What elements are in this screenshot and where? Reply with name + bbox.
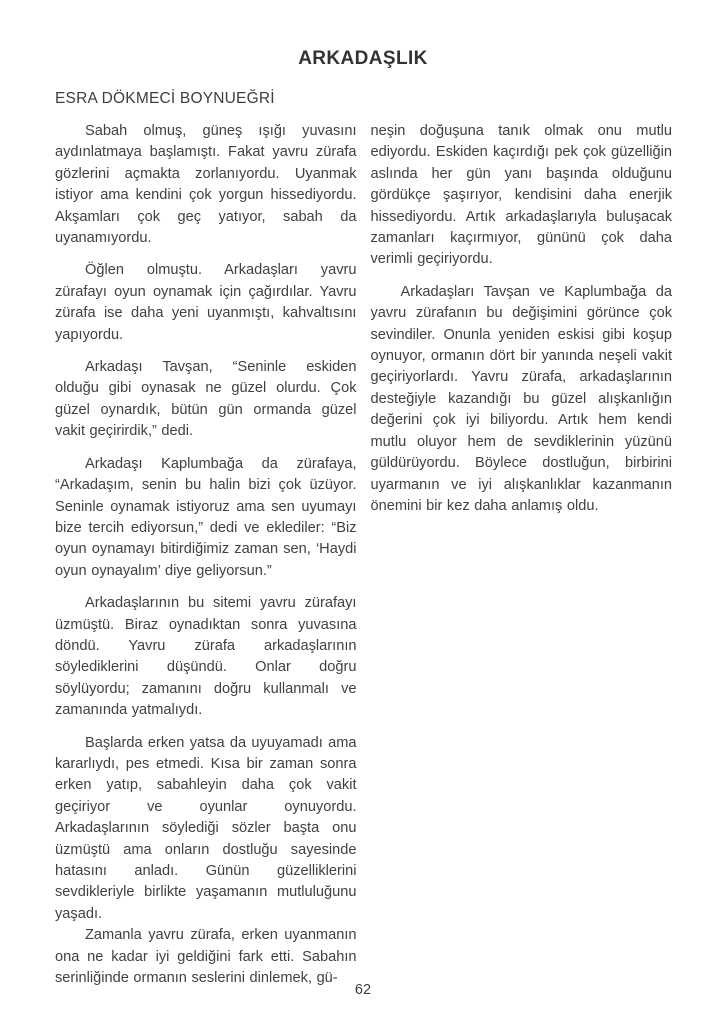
page-title: ARKADAŞLIK	[298, 48, 428, 69]
paragraph-continuation: neşin doğuşuna tanık olmak onu mutlu ediyordu. Eskiden kaçırdığı pek çok güzelliğin aslında her gün yanı başında olduğunu gördükçe şaşırıyor, kendisini daha enerjik hissediyordu. Artık arkadaşlarıyla buluşacak zamanları kaçırmıyor, gününü çok daha verimli geçiriyordu.	[370, 123, 672, 268]
paragraph: Arkadaşı Tavşan, “Seninle eskiden olduğu gibi oynasak ne güzel olurdu. Çok güzel oynardık, bütün gün ormanda güzel vakit geçirirdik,” dedi.	[55, 359, 357, 440]
paragraph: Arkadaşı Kaplumbağa da zürafaya, “Arkadaşım, senin bu halin bizi çok üzüyor. Seninle oynamak istiyoruz ama sen uyumayı bize tercih ediyorsun,” dedi ve eklediler: “Biz oyun oynamayı bitirdiğimiz zaman sen, ‘Haydi oyun oynayalım’ diye geliyorsun.”	[55, 455, 357, 579]
author-name: ESRA DÖKMECİ BOYNUEĞRİ	[55, 90, 275, 107]
paragraph: Arkadaşları Tavşan ve Kaplumbağa da yavru zürafanın bu değişimini görünce çok sevindiler. Onunla yeniden eskisi gibi koşup oynuyor, ormanın dört bir yanında neşeli vakit geçiriyorlardı. Yavru zürafa, arkadaşlarının desteğiyle kazandığı bu güzel alışkanlığın değerini çok iyi biliyordu. Artık hem kendi mutlu oluyor hem de sevdiklerinin yüzünü güldürüyordu. Böylece dostluğun, birbirini uyarmanın ve iyi alışkanlıklar kazanmanın önemini bir kez daha anlamış oldu.	[370, 283, 672, 514]
paragraph: Öğlen olmuştu. Arkadaşları yavru zürafayı oyun oynamak için çağırdılar. Yavru zürafa ise daha yeni uyanmıştı, kahvaltısını yapıyordu.	[55, 262, 357, 343]
paragraph: Sabah olmuş, güneş ışığı yuvasını aydınlatmaya başlamıştı. Fakat yavru zürafa gözlerini açmakta zorlanıyordu. Uyanmak istiyor ama kendini çok yorgun hissediyordu. Akşamları çok geç yatıyor, sabah da uyanamıyordu.	[55, 123, 357, 247]
paragraph: Zamanla yavru zürafa, erken uyanmanın ona ne kadar iyi geldiğini fark etti. Sabahın serinliğinde ormanın seslerini dinlemek, gü-	[55, 927, 357, 987]
right-column	[371, 121, 673, 989]
paragraph: Arkadaşlarının bu sitemi yavru zürafayı üzmüştü. Biraz oynadıktan sonra yuvasına döndü. Yavru zürafa arkadaşlarının söylediklerini düşündü. Onlar doğru söylüyordu; zamanını doğru kullanmalı ve zamanında yatmalıydı.	[55, 595, 357, 719]
two-column-text-area	[55, 121, 672, 989]
paragraph: Başlarda erken yatsa da uyuyamadı ama kararlıydı, pes etmedi. Kısa bir zaman sonra erken yatıp, sabahleyin daha çok vakit geçiriyor ve oyunlar oynuyordu. Arkadaşlarının söylediği sözler başta onu üzmüştü ama onların dostluğu sayesinde hatasını anladı. Günün güzelliklerini sevdikleriyle birlikte yaşamanın mutluluğunu yaşadı.	[55, 734, 357, 922]
left-column	[55, 121, 357, 989]
page-number: 62	[354, 982, 372, 998]
